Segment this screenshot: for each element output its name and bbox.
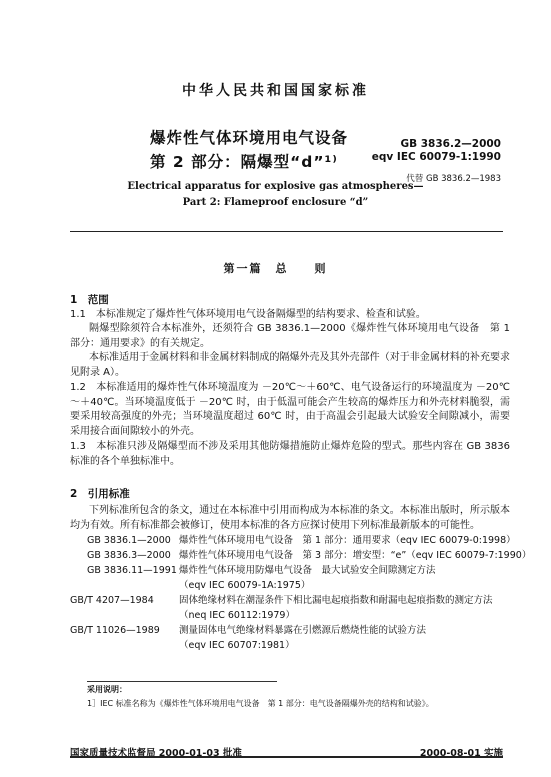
section-2-intro: 下列标准所包含的条文，通过在本标准中引用而构成为本标准的条文。本标准出版时，所示版本均为有效。所有标准都会被修订，使用本标准的各方应探讨使用下列标准最新版本的可能性。	[70, 505, 510, 531]
reference-title: 固体绝缘材料在潮湿条件下相比漏电起痕指数和耐漏电起痕指数的测定方法	[179, 595, 493, 606]
reference-title: 爆炸性气体环境用防爆电气设备 最大试验安全间隙测定方法	[179, 565, 436, 576]
reference-item	[87, 563, 531, 578]
clause-1-1-para2: 隔爆型除须符合本标准外，还须符合 GB 3836.1—2000《爆炸性气体环境用电气设备 第 1 部分：通用要求》的有关规定。	[70, 323, 510, 349]
clause-1-3: 1.3 本标准只涉及隔爆型而不涉及采用其他防爆措施防止爆炸危险的型式。那些内容在 GB 3836 标准的各个单独标准中。	[70, 441, 510, 467]
standard-title-en-line1: Electrical apparatus for explosive gas atmospheres—	[127, 181, 424, 192]
reference-equivalent: （neq IEC 60112:1979）	[179, 610, 295, 621]
standard-title-cn-line1: 爆炸性气体环境用电气设备	[150, 129, 349, 147]
clause-1-1-para3: 本标准适用于金属材料和非金属材料制成的隔爆外壳及其外壳部件（对于非金属材料的补充要求见附录 A）。	[70, 352, 510, 378]
footnote-text: 1］IEC 标准名称为《爆炸性气体环境用电气设备 第 1 部分：电气设备隔爆外壳的结构和试验》。	[87, 699, 434, 708]
standard-number: GB 3836.2—2000	[400, 138, 501, 150]
reference-code: GB 3836.3—2000	[87, 550, 171, 561]
reference-list	[70, 533, 532, 653]
national-standard-title: 中华人民共和国国家标准	[182, 83, 369, 99]
equivalent-standard: eqv IEC 60079-1:1990	[371, 151, 501, 163]
reference-item	[87, 533, 531, 548]
reference-code: GB 3836.11—1991	[87, 565, 177, 576]
footnote-label: 采用说明：	[87, 685, 127, 694]
clause-1-2: 1.2 本标准适用的爆炸性气体环境温度为 －20℃～＋60℃、电气设备运行的环境温度为 －20℃～＋40℃。当环境温度低于 －20℃ 时，由于低温可能会产生较高的爆炸压力和外壳材料脆裂，需要采用较高强度的外壳；当环境温度超过 60℃ 时，由于高温会引起最大试验安全间隙减小，需要采用接合面间隙较小的外壳。	[70, 382, 510, 437]
reference-title: 爆炸性气体环境用电气设备 第 1 部分：通用要求（eqv IEC 60079-0:1998）	[179, 535, 516, 546]
standard-number-block	[372, 138, 501, 164]
reference-title: 测量固体电气绝缘材料暴露在引燃源后燃烧性能的试验方法	[179, 625, 427, 636]
reference-item	[70, 593, 531, 608]
section-2-title: 2 引用标准	[70, 488, 130, 500]
footnote-divider	[87, 681, 277, 682]
reference-code: GB/T 4207—1984	[70, 595, 154, 606]
header-divider	[70, 231, 503, 232]
standard-title-en-line2: Part 2: Flameproof enclosure “d”	[182, 197, 369, 208]
implementation-date: 2000-08-01 实施	[419, 748, 503, 759]
replaces-standard: 代替 GB 3836.2—1983	[406, 174, 501, 184]
standard-title-cn-line2: 第 2 部分：隔爆型“d”¹⁾	[150, 153, 338, 171]
reference-title: 爆炸性气体环境用电气设备 第 3 部分：增安型：“e”（eqv IEC 60079-7:1990）	[179, 550, 532, 561]
reference-equivalent: （eqv IEC 60079-1A:1975）	[179, 580, 311, 591]
reference-equivalent: （eqv IEC 60707:1981）	[179, 640, 295, 651]
part-heading: 第一篇 总 则	[223, 262, 328, 275]
section-1-title: 1 范围	[70, 294, 109, 306]
clause-1-1: 1.1 本标准规定了爆炸性气体环境用电气设备隔爆型的结构要求、检查和试验。	[70, 309, 426, 320]
reference-item	[70, 623, 531, 638]
approval-issuer: 国家质量技术监督局 2000-01-03 批准	[70, 748, 242, 759]
reference-item	[87, 548, 531, 563]
reference-code: GB/T 11026—1989	[70, 625, 160, 636]
footer-divider	[70, 756, 503, 758]
reference-code: GB 3836.1—2000	[87, 535, 171, 546]
